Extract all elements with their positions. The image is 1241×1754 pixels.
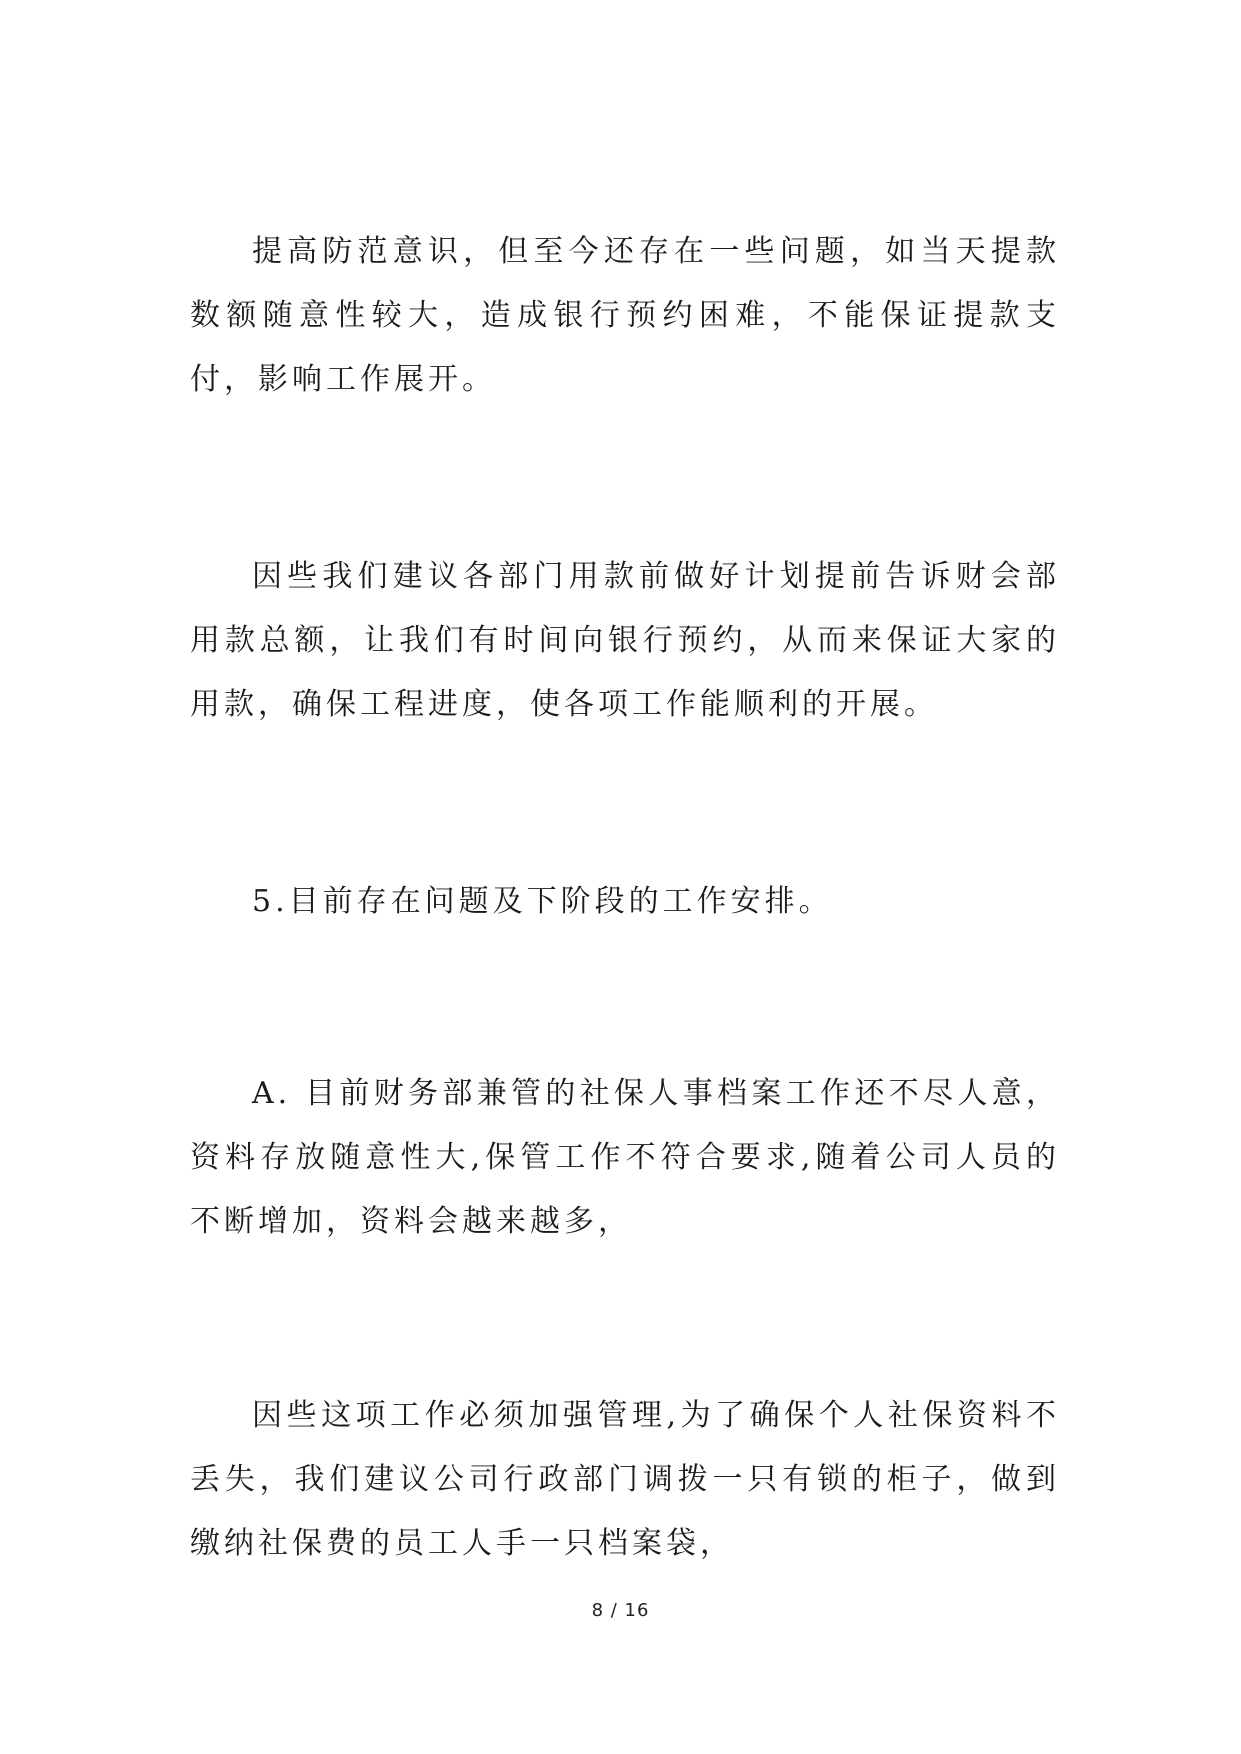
paragraph-social-security-archives: A. 目前财务部兼管的社保人事档案工作还不尽人意，资料存放随意性大,保管工作不符合要求,随着公司人员的不断增加，资料会越来越多， — [190, 1076, 1060, 1239]
page-number: 8 / 16 — [591, 1600, 650, 1621]
paragraph-archive-management: 因些这项工作必须加强管理,为了确保个人社保资料不丢失，我们建议公司行政部门调拨一只有锁的柜子，做到缴纳社保费的员工人手一只档案袋， — [190, 1398, 1060, 1561]
paragraph-withdrawal-issues: 提高防范意识，但至今还存在一些问题，如当天提款数额随意性较大，造成银行预约困难，不能保证提款支付，影响工作展开。 — [190, 234, 1060, 397]
section-heading-current-issues: 5.目前存在问题及下阶段的工作安排。 — [252, 884, 833, 919]
paragraph-department-planning: 因些我们建议各部门用款前做好计划提前告诉财会部用款总额，让我们有时间向银行预约，从而来保证大家的用款，确保工程进度，使各项工作能顺利的开展。 — [190, 559, 1060, 722]
